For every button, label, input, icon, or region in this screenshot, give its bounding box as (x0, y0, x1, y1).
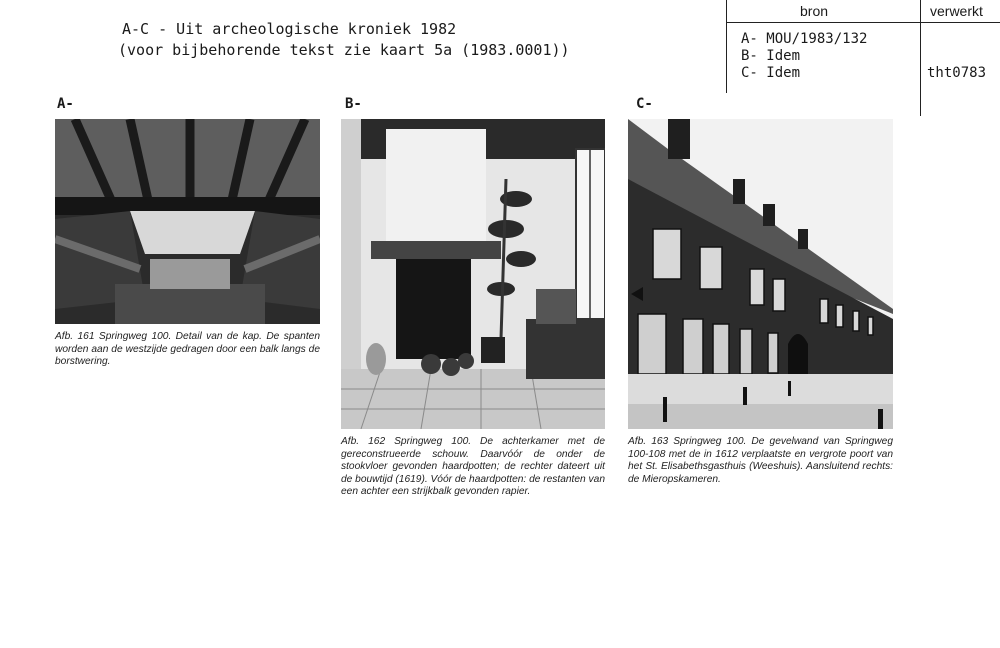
street-facade-photo (628, 119, 893, 429)
table-divider (920, 0, 921, 116)
table-divider (726, 0, 727, 93)
caption-a: Afb. 161 Springweg 100. Detail van de kap. De spanten worden aan de westzijde gedragen door een balk langs de borstwering. (55, 331, 320, 368)
table-row-bron: C- Idem (741, 65, 801, 81)
photo-label-a: A- (57, 96, 74, 112)
caption-c: Afb. 163 Springweg 100. De gevelwand van Springweg 100-108 met de in 1612 verplaatste en vergrote poort van het St. Elisabethsgasthuis (Weeshuis). Aansluitend rechts: de Mieropskameren. (628, 436, 893, 485)
table-header-verwerkt: verwerkt (930, 3, 983, 19)
photo-label-b: B- (345, 96, 362, 112)
title-line-2: (voor bijbehorende tekst zie kaart 5a (1983.0001)) (118, 41, 570, 59)
attic-roof-photo (55, 119, 320, 324)
table-row-bron: A- MOU/1983/132 (741, 31, 868, 47)
title-line-1: A-C - Uit archeologische kroniek 1982 (122, 20, 457, 38)
table-row-verwerkt: tht0783 (927, 65, 987, 81)
table-divider (726, 22, 1000, 23)
table-header-bron: bron (800, 3, 829, 19)
caption-b: Afb. 162 Springweg 100. De achterkamer met de gereconstrueerde schouw. Daarvóór de onder de stookvloer gevonden haardpotten; de rechter dateert uit de bouwtijd (1619). Vóór de haardpotten: de restanten van een achter een strijkbalk gevonden rapier. (341, 436, 605, 498)
table-row-bron: B- Idem (741, 48, 801, 64)
back-room-fireplace-photo (341, 119, 605, 429)
photo-label-c: C- (636, 96, 653, 112)
